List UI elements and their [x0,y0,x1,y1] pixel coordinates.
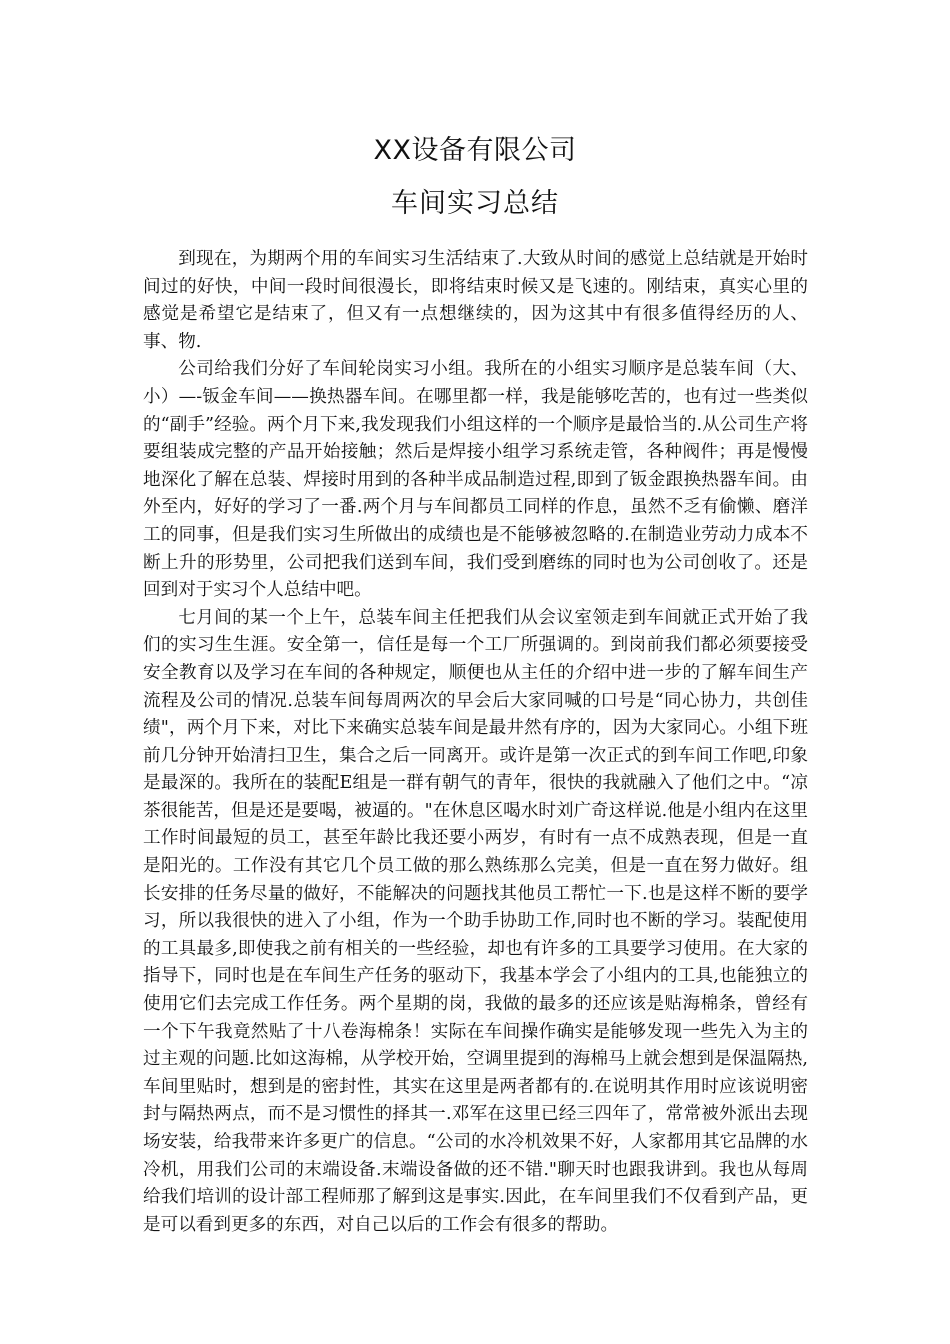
company-title: XX设备有限公司 [373,135,577,166]
paragraph: 七月间的某一个上午，总装车间主任把我们从会议室领走到车间就正式开始了我们的实习生生涯。安全第一，信任是每一个工厂所强调的。到岗前我们都必须要接受安全教育以及学习在车间的各种规定，顺便也从主任的介绍中进一步的了解车间生产流程及公司的情况.总装车间每周两次的早会后大家同喊的口号是“同心协力，共创佳绩"，两个月下来，对比下来确实总装车间是最井然有序的，因为大家同心。小组下班前几分钟开始清扫卫生，集合之后一同离开。或许是第一次正式的到车间工作吧,印象是最深的。我所在的装配E组是一群有朝气的青年，很快的我就融入了他们之中。“凉茶很能苦，但是还是要喝，被逼的。"在休息区喝水时刘广奇这样说.他是小组内在这里工作时间最短的员工，甚至年龄比我还要小两岁，有时有一点不成熟表现，但是一直是阳光的。工作没有其它几个员工做的那么熟练那么完美，但是一直在努力做好。组长安排的任务尽量的做好，不能解决的问题找其他员工帮忙一下.也是这样不断的要学习，所以我很快的进入了小组，作为一个助手协助工作,同时也不断的学习。装配使用的工具最多,即使我之前有相关的一些经验，却也有许多的工具要学习使用。在大家的指导下，同时也是在车间生产任务的驱动下，我基本学会了小组内的工具,也能独立的使用它们去完成工作任务。两个星期的岗，我做的最多的还应该是贴海棉条，曾经有一个下午我竟然贴了十八卷海棉条！实际在车间操作确实是能够发现一些先入为主的过主观的问题.比如这海棉，从学校开始，空调里提到的海棉马上就会想到是保温隔热,车间里贴时，想到是的密封性，其实在这里是两者都有的.在说明其作用时应该说明密封与隔热两点，而不是习惯性的择其一.邓军在这里已经三四年了，常常被外派出去现场安装，给我带来许多更广的信息。“公司的水冷机效果不好，人家都用其它品牌的水冷机，用我们公司的末端设备.末端设备做的还不错."聊天时也跟我讲到。我也从每周给我们培训的设计部工程师那了解到这是事实.因此，在车间里我们不仅看到产品，更是可以看到更多的东西，对自己以后的工作会有很多的帮助。 [143,607,808,1235]
document-title: 车间实习总结 [391,188,559,219]
document-body [143,246,808,1239]
paragraph: 到现在，为期两个用的车间实习生活结束了.大致从时间的感觉上总结就是开始时间过的好快，中间一段时间很漫长，即将结束时候又是飞速的。刚结束，真实心里的感觉是希望它是结束了，但又有一点想继续的，因为这其中有很多值得经历的人、事、物. [143,249,808,352]
paragraph: 公司给我们分好了车间轮岗实习小组。我所在的小组实习顺序是总装车间（大、小）—-钣金车间——换热器车间。在哪里都一样，我是能够吃苦的，也有过一些类似的“副手”经验。两个月下来,我发现我们小组这样的一个顺序是最恰当的.从公司生产将要组装成完整的产品开始接触；然后是焊接小组学习系统走管，各种阀件；再是慢慢地深化了解在总装、焊接时用到的各种半成品制造过程,即到了钣金跟换热器车间。由外至内，好好的学习了一番.两个月与车间都员工同样的作息，虽然不乏有偷懒、磨洋工的同事，但是我们实习生所做出的成绩也是不能够被忽略的.在制造业劳动力成本不断上升的形势里，公司把我们送到车间，我们受到磨练的同时也为公司创收了。还是回到对于实习个人总结中吧。 [143,359,808,601]
